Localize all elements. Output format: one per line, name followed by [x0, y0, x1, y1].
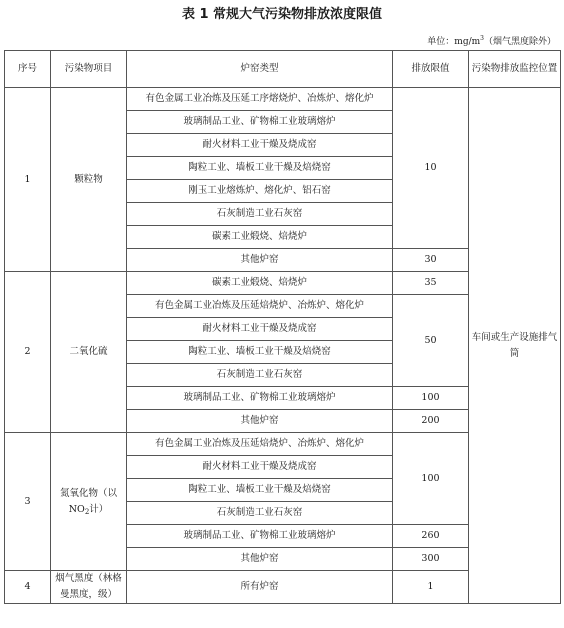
furnace-cell: 碳素工业煅烧、焙烧炉 [127, 272, 393, 295]
furnace-cell: 耐火材料工业干燥及烧成窑 [127, 318, 393, 341]
emission-limits-table [4, 50, 561, 604]
furnace-cell: 碳素工业煅烧、焙烧炉 [127, 226, 393, 249]
furnace-cell: 其他炉窑 [127, 249, 393, 272]
table-row [5, 88, 561, 111]
limit-cell: 30 [393, 249, 469, 272]
limit-cell: 100 [393, 433, 469, 525]
furnace-cell: 玻璃制品工业、矿物棉工业玻璃熔炉 [127, 387, 393, 410]
header-row [5, 51, 561, 88]
header-emission-limit: 排放限值 [393, 51, 469, 88]
furnace-cell: 其他炉窑 [127, 548, 393, 571]
header-furnace-type: 炉窑类型 [127, 51, 393, 88]
furnace-cell: 耐火材料工业干燥及烧成窑 [127, 456, 393, 479]
pollutant-cell: 烟气黑度（林格曼黑度，级） [51, 571, 127, 604]
pollutant-prefix: 氮氧化物（以 [59, 487, 117, 499]
limit-cell: 35 [393, 272, 469, 295]
pollutant-subscript: 2 [84, 507, 90, 516]
unit-superscript: 3 [480, 35, 484, 42]
header-pollutant: 污染物项目 [51, 51, 127, 88]
pollutant-suffix: 计） [89, 503, 109, 515]
limit-cell: 100 [393, 387, 469, 410]
pollutant-cell: 颗粒物 [51, 88, 127, 272]
furnace-cell: 石灰制造工业石灰窑 [127, 203, 393, 226]
unit-suffix: （烟气黑度除外） [483, 37, 556, 47]
limit-cell: 300 [393, 548, 469, 571]
limit-cell: 1 [393, 571, 469, 604]
furnace-cell: 耐火材料工业干燥及烧成窑 [127, 134, 393, 157]
furnace-cell: 有色金属工业冶炼及压延工序熔烧炉、冶炼炉、熔化炉 [127, 88, 393, 111]
seq-cell: 4 [5, 571, 51, 604]
header-monitoring-position: 污染物排放监控位置 [469, 51, 561, 88]
table-title: 表 1 常规大气污染物排放浓度限值 [181, 7, 383, 22]
furnace-cell: 有色金属工业冶炼及压延焙烧炉、冶炼炉、熔化炉 [127, 295, 393, 318]
seq-cell: 1 [5, 88, 51, 272]
furnace-cell: 石灰制造工业石灰窑 [127, 502, 393, 525]
pollutant-formula: NO [68, 503, 85, 515]
unit-prefix: 单位：mg/m [427, 37, 481, 47]
pollutant-cell [51, 433, 127, 571]
furnace-cell: 有色金属工业冶炼及压延焙烧炉、冶炼炉、熔化炉 [127, 433, 393, 456]
limit-cell: 50 [393, 295, 469, 387]
furnace-cell: 玻璃制品工业、矿物棉工业玻璃熔炉 [127, 111, 393, 134]
limit-cell: 10 [393, 88, 469, 249]
monitoring-position-cell: 车间或生产设施排气筒 [469, 88, 561, 604]
header-seq: 序号 [5, 51, 51, 88]
seq-cell: 2 [5, 272, 51, 433]
furnace-cell: 陶粒工业、墙板工业干燥及焙烧窑 [127, 157, 393, 180]
unit-note [427, 32, 556, 46]
pollutant-cell: 二氧化硫 [51, 272, 127, 433]
furnace-cell: 玻璃制品工业、矿物棉工业玻璃熔炉 [127, 525, 393, 548]
furnace-cell: 刚玉工业熔炼炉、熔化炉、铝石窑 [127, 180, 393, 203]
furnace-cell: 陶粒工业、墙板工业干燥及焙烧窑 [127, 479, 393, 502]
furnace-cell: 陶粒工业、墙板工业干燥及焙烧窑 [127, 341, 393, 364]
limit-cell: 200 [393, 410, 469, 433]
limit-cell: 260 [393, 525, 469, 548]
furnace-cell: 所有炉窑 [127, 571, 393, 604]
furnace-cell: 其他炉窑 [127, 410, 393, 433]
seq-cell: 3 [5, 433, 51, 571]
furnace-cell: 石灰制造工业石灰窑 [127, 364, 393, 387]
